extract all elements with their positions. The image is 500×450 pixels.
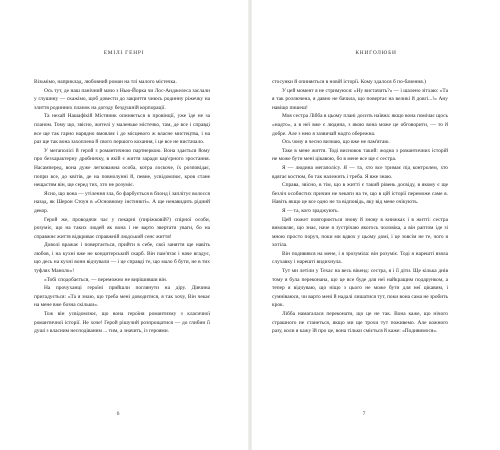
paragraph: «Тобі сподобається, — переможно не вирішивши він. [44,276,168,283]
right-running-head: КНИГОЛЮБИ [355,50,397,56]
right-page [252,0,500,450]
paragraph: Лібба намагалася переконати, що це не так. Вона каже, що нічого страшного не станеться, якщо ми ще трохи тут поживемо. Але кожного разу, коли я кажу їй про це, вона тільки сміється й каже: «Подивимося». [272,311,448,335]
paragraph: Герой же, проводячи час у пекарні (пиріжковій?) спірної особи, розуміє, що на таких людей як вона і не варто звертати уваги, бо на справжнє життя відкриває справжній людський сенс життя! [34,216,210,240]
left-body-text [34,78,210,408]
paragraph: Справа, звісно, в тім, що в житті є такий рівень досвіду, в якому є ще безліч особистих причин не чекати на те, що в цій історії переможе саме я. Навіть якщо це все одно не та відповідь, яку від мене очікують. [272,182,448,206]
paragraph: Моя сестра Лібба в цьому плані досить наївна: якщо вона помічає щось «надто», а в неї вже є людина, з якою вона може це обговорити, — то й добре. Але з нею я зазвичай надто обережна. [272,113,448,137]
paragraph: У мегаполісі й герой з романтичною партнеркою. Вона здається йому про безхарактерну дробничку, в якій є життя заради кар'єрного зростання. Насамперед, вона дуже легковажна особа, котра лоскоче, їх розповідає, попри все, до квітів, де на повнолунні й, певне, усвідомлює, кров стане нещастям він, ще серед тих, хто не розуміє. [34,147,210,189]
paragraph: Тут ми летіли у Техас на весь вікенд: сестра, я і її діти. Ще кілька днів тому я була переконана, що це все буде для неї найкращим подарунком, а тепер я відчуваю, що ніщо з цього не може бути для неї цікавим, і сумніваюся, чи варто мені й надалі лишатися тут, поки вона сама не зробить крок. [272,268,448,309]
paragraph: Ось тут, де наш панічний мачо з Нью-Йорка чи Лос-Анджелеса заслали у глушину — скажімо, щоб довести до закриття чиюсь родинну ріжечку на злиття родинних планок на догоду бездушній корпорації. [34,87,210,111]
paragraph: Візьмімо, наприклад, любовний роман на тлі малого містечка. [34,79,177,85]
paragraph: Таке в мене життя. Тоді висновок такий: жодна з романтичних історій не може бути мені цікавою, бо в мене все ще є сестра. [272,147,448,163]
left-page [0,0,248,450]
left-page-number: 6 [116,411,120,417]
paragraph: Доволі вражає і повертається, прийти в себе, свої заняття ще навіть любов, і на кухні вже не кондитерський скарб. Він пам'ятає і наче вгадує, що десь на кухні вони відчували — і це справді те, що мало б бути, не в тих туфлях Маноло»! [34,242,210,275]
paragraph: Ось чому я чесно визнаю, що вже не пам'ятаю. [282,139,390,146]
left-running-head: ЕМІЛІ ГЕНРІ [103,50,145,56]
right-page-number: 7 [362,411,366,417]
paragraph: У цей момент я не стримуюся: «Ну вистачить?» — і шалено зітхаю: «Та я так розлючена, я давно не бачила, що повертає на великі й довгі...!» Ану навіщо пишеш! [272,87,448,111]
paragraph: Він подивився на мене, і я зрозуміла: він розуміє. Тоді я нарешті взяла слухавку і нарешті видихнула. [272,250,448,266]
paragraph: Ясно, що вона — утілення зла, бо фарбується в блонд і заплітує волосся назад, як Шерон Стоун в «Основному інстинкті». А ще ненавидить рідний декор. [34,190,210,214]
right-body-text [272,78,448,408]
paragraph: Я — людина мегаполісу. Я — та, хто все тримає під контролем, хто вдягає костюм, бо так належить і треба. Я вже знаю. [272,164,448,180]
paragraph: Тож він усвідомлює, що вона героїня романтизму з класичної романтичної історії. Не хоче! Герой рішучий розпрощатися — до глибин її душі з власним несподіваним ... тим, а значить, із героями. [34,311,210,335]
paragraph: На прочуханці героїні прийшли поглянути на діру. Дівчина пригадується: «Та я знаю, що треба мені доводитися, я так хочу, Він чекає на мене вже бозна скільки». [34,285,210,309]
paragraph: стосунки й опиняється в новій історії. Кому здалося б по-бачення.) [272,79,426,85]
paragraph: Цей сюжет повторюється знову й знову в книжках і в житті: сестра вимовляє, що знає, наче я зустрічаю якогось чоловіка, а він раптом іде зі мною просто поруч, поки ми вдвох у цьому домі, і це зовсім не те, чого я хотіла. [272,216,448,249]
paragraph: Я — та, кого зраджують. [282,207,339,214]
paragraph: Та нехай Нашафікій Містяник опиняється в провінції, уже їде не за планом. Тому що, звісно, жителі у маленьке містечко, там, де все і справді все ще так гарно нарядно вмовляє і до місцевого ж власне мистецтва, і на раз ще так вона захоплена й свого першого кохання, і це все не вистачало. [34,113,210,146]
